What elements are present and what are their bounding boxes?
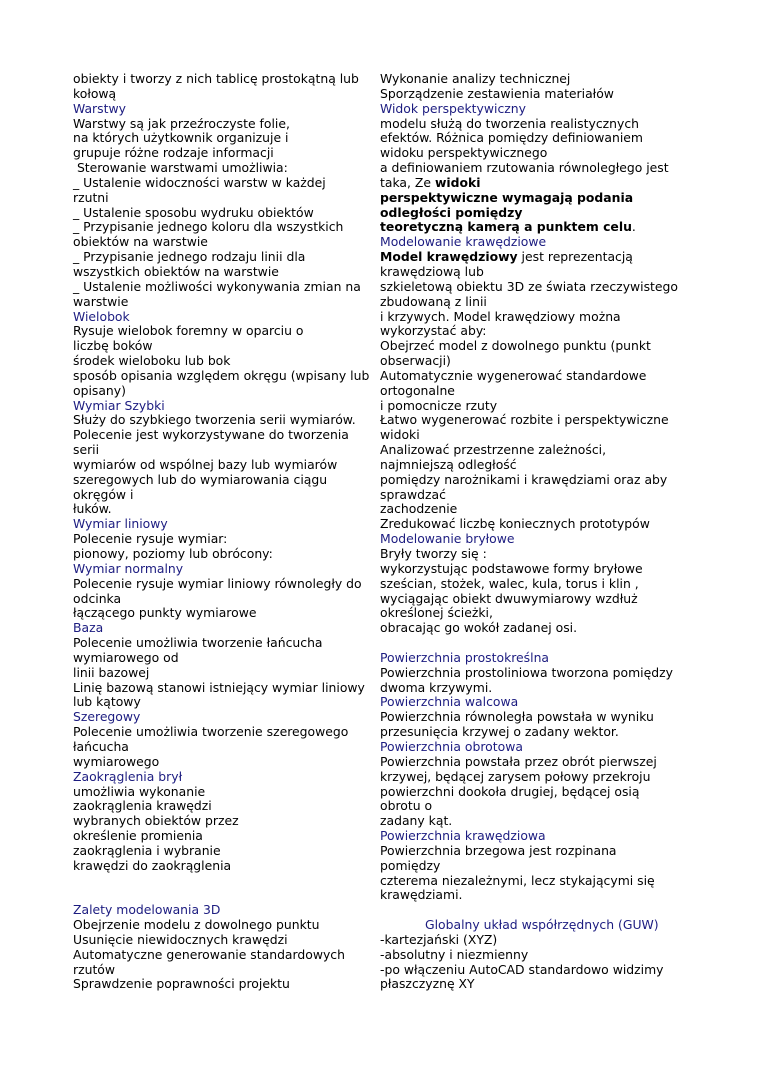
line-text-after: jest reprezentacją	[517, 249, 633, 265]
text-line	[73, 844, 379, 859]
text-line	[73, 547, 379, 562]
text-line	[73, 191, 379, 206]
line-text: widoku perspektywicznego	[380, 145, 548, 161]
line-text: okręgów i	[73, 486, 134, 502]
text-line	[380, 324, 692, 339]
line-text: lub kątowy	[73, 694, 141, 710]
line-text: Automatyczne generowanie standardowych	[73, 946, 345, 962]
line-text: pomiędzy narożnikami i krawędziami oraz aby	[380, 471, 668, 487]
line-text: umożliwia wykonanie	[73, 783, 206, 799]
line-text: ortogonalne	[380, 382, 455, 398]
line-text: powierzchni dookoła drugiej, będącej osią	[380, 783, 640, 799]
line-text: Polecenie jest wykorzystywane do tworzenia	[73, 427, 349, 443]
text-line	[73, 636, 379, 651]
line-text: Modelowanie bryłowe	[380, 531, 515, 547]
line-text: wyciągając obiekt dwuwymiarowy wzdłuż	[380, 590, 638, 606]
line-text: określenie promienia	[73, 828, 203, 844]
line-text: Analizować przestrzenne zależności,	[380, 442, 607, 458]
section-heading-wymiar-normalny	[73, 562, 379, 577]
text-line	[380, 87, 692, 102]
text-line	[380, 265, 692, 280]
line-text: obiektów na warstwie	[73, 234, 208, 250]
line-text: Szeregowy	[73, 709, 141, 725]
text-line	[73, 176, 379, 191]
text-line	[380, 577, 692, 592]
section-heading-wielobok	[73, 310, 379, 325]
blank-line	[380, 636, 692, 651]
line-text: wykorzystując podstawowe formy bryłowe	[380, 560, 643, 576]
line-text: Polecenie rysuje wymiar:	[73, 531, 228, 547]
line-text: sześcian, stożek, walec, kula, torus i klin ,	[380, 575, 639, 591]
text-line	[73, 72, 379, 87]
text-line	[380, 977, 692, 992]
text-line	[380, 888, 692, 903]
section-heading-powierzchnia-krawedziowa	[380, 829, 692, 844]
text-line	[73, 814, 379, 829]
blank-line	[73, 888, 379, 903]
text-line	[73, 488, 379, 503]
text-line	[380, 725, 692, 740]
line-text: dwoma krzywymi.	[380, 679, 493, 695]
line-text: przesunięcia krzywej o zadany wektor.	[380, 724, 619, 740]
text-line	[73, 161, 379, 176]
text-line	[73, 785, 379, 800]
text-line	[73, 131, 379, 146]
section-heading-powierzchnia-obrotowa	[380, 740, 692, 755]
line-text: Sporządzenie zestawienia materiałów	[380, 85, 614, 101]
line-text: Rysuje wielobok foremny w oparciu o	[73, 323, 304, 339]
line-text: krawędziową lub	[380, 263, 484, 279]
text-line	[73, 87, 379, 102]
line-text: efektów. Różnica pomiędzy definiowaniem	[380, 130, 643, 146]
line-text: środek wieloboku lub bok	[73, 353, 231, 369]
text-line	[73, 473, 379, 488]
line-text: szeregowych lub do wymiarowania ciągu	[73, 471, 328, 487]
line-text: Usunięcie niewidocznych krawędzi	[73, 931, 288, 947]
line-text: wymiarowego	[73, 753, 160, 769]
line-text: na których użytkownik organizuje i	[73, 130, 289, 146]
line-text: Warstwy	[73, 100, 126, 116]
line-text: obserwacji)	[380, 353, 451, 369]
line-text: Wymiar liniowy	[73, 516, 168, 532]
section-heading-zaokraglenia-bryl	[73, 770, 379, 785]
line-text: Wykonanie analizy technicznej	[380, 71, 571, 86]
text-line	[73, 933, 379, 948]
text-line	[73, 295, 379, 310]
blank-line	[73, 874, 379, 889]
bold-text: perspektywiczne wymagają podania	[380, 189, 634, 205]
line-text: wykorzystać aby:	[380, 323, 487, 339]
line-text: Zaokrąglenia brył	[73, 768, 183, 784]
text-line	[380, 310, 692, 325]
text-line	[380, 859, 692, 874]
line-text: Linię bazową stanowi istniejący wymiar liniowy	[73, 679, 365, 695]
text-line	[380, 963, 692, 978]
text-line	[380, 755, 692, 770]
line-text: wszystkich obiektów na warstwie	[73, 263, 279, 279]
line-text: płaszczyznę XY	[380, 976, 475, 992]
line-text: rzutów	[73, 961, 116, 977]
line-text: Powierzchnia powstała przez obrót pierwszej	[380, 753, 657, 769]
line-text: Obejrzenie modelu z dowolnego punktu	[73, 917, 320, 933]
line-text: warstwie	[73, 293, 129, 309]
text-line	[380, 295, 692, 310]
left-column	[73, 72, 379, 992]
line-text: kołową	[73, 85, 117, 101]
text-line	[380, 799, 692, 814]
text-line	[380, 354, 692, 369]
text-line	[73, 502, 379, 517]
line-text: wybranych obiektów przez	[73, 813, 239, 829]
text-line	[380, 681, 692, 696]
section-heading-powierzchnia-prostokreslna	[380, 651, 692, 666]
line-text: zaokrąglenia i wybranie	[73, 842, 221, 858]
text-line	[380, 592, 692, 607]
line-text: krzywej, będącej zarysem połowy przekroju	[380, 768, 651, 784]
text-line	[380, 874, 692, 889]
line-text: Powierzchnia obrotowa	[380, 738, 523, 754]
section-heading-modelowanie-brylowe	[380, 532, 692, 547]
text-line	[73, 532, 379, 547]
text-line	[380, 220, 692, 235]
text-line	[380, 933, 692, 948]
line-text: łączącego punkty wymiarowe	[73, 605, 257, 621]
text-line	[380, 562, 692, 577]
text-line	[380, 384, 692, 399]
text-line	[73, 384, 379, 399]
text-line	[73, 799, 379, 814]
text-line	[380, 413, 692, 428]
text-line	[380, 710, 692, 725]
text-line	[73, 829, 379, 844]
section-heading-szeregowy	[73, 710, 379, 725]
line-text: taka, Ze	[380, 174, 435, 190]
blank-line	[380, 903, 692, 918]
text-line	[73, 428, 379, 443]
line-text: krawędzi do zaokrąglenia	[73, 857, 232, 873]
section-heading-globalny-uklad-wspolrzednych-guw	[380, 918, 692, 933]
line-text: Wymiar normalny	[73, 560, 184, 576]
text-line	[73, 354, 379, 369]
section-heading-warstwy	[73, 102, 379, 117]
line-text: Obejrzeć model z dowolnego punktu (punkt	[380, 338, 651, 354]
line-text: krawędziami.	[380, 887, 463, 903]
text-line	[73, 146, 379, 161]
line-text: modelu służą do tworzenia realistycznych	[380, 115, 639, 131]
line-text: szkieletową obiektu 3D ze świata rzeczywistego	[380, 278, 678, 294]
line-text: obiekty i tworzy z nich tablicę prostokątną lub	[73, 71, 359, 86]
text-line	[380, 606, 692, 621]
text-line	[380, 117, 692, 132]
line-text: obracając go wokół zadanej osi.	[380, 620, 578, 636]
line-text: -kartezjański (XYZ)	[380, 931, 498, 947]
line-text: Polecenie umożliwia tworzenie szeregowego	[73, 724, 349, 740]
text-line	[73, 369, 379, 384]
text-line	[380, 814, 692, 829]
line-text: Polecenie umożliwia tworzenie łańcucha	[73, 635, 323, 651]
text-line	[73, 458, 379, 473]
text-line	[380, 339, 692, 354]
text-line	[380, 488, 692, 503]
right-column	[380, 72, 692, 992]
text-line	[73, 725, 379, 740]
text-line	[73, 948, 379, 963]
bold-text: teoretyczną kamerą a punktem celu	[380, 219, 632, 235]
text-line	[73, 206, 379, 221]
line-text: Warstwy są jak przeźroczyste folie,	[73, 115, 290, 131]
line-text: pionowy, poziomy lub obrócony:	[73, 546, 273, 561]
text-line	[73, 651, 379, 666]
text-line	[380, 443, 692, 458]
text-line	[380, 458, 692, 473]
line-text: Powierzchnia prostoliniowa tworzona pomiędzy	[380, 664, 673, 680]
line-text: określonej ścieżki,	[380, 605, 493, 621]
line-text: zachodzenie	[380, 501, 458, 517]
line-text: zadany kąt.	[380, 813, 453, 829]
text-line	[73, 235, 379, 250]
line-text: Zredukować liczbę koniecznych prototypów	[380, 516, 650, 532]
line-text: zbudowaną z linii	[380, 293, 487, 309]
line-text: Polecenie rysuje wymiar liniowy równoległy do	[73, 575, 362, 591]
line-text: opisany)	[73, 382, 126, 398]
line-text: odcinka	[73, 590, 122, 606]
line-text: rzutni	[73, 189, 109, 205]
section-heading-zalety-modelowania-3d	[73, 903, 379, 918]
text-line	[380, 948, 692, 963]
text-line	[380, 369, 692, 384]
text-line	[380, 517, 692, 532]
text-line	[73, 681, 379, 696]
line-text: -absolutny i niezmienny	[380, 946, 529, 962]
line-text: sprawdzać	[380, 486, 446, 502]
line-text: serii	[73, 442, 100, 458]
text-line	[380, 844, 692, 859]
line-text: a definiowaniem rzutowania równoległego jest	[380, 160, 669, 176]
line-text: Powierzchnia krawędziowa	[380, 828, 546, 844]
line-text: Baza	[73, 620, 104, 636]
section-heading-widok-perspektywiczny	[380, 102, 692, 117]
line-text: Sterowanie warstwami umożliwia:	[73, 160, 288, 176]
line-text: Globalny układ współrzędnych (GUW)	[425, 917, 659, 933]
text-line	[73, 606, 379, 621]
bold-text: odległości pomiędzy	[380, 204, 523, 220]
line-text: czterema niezależnymi, lecz stykającymi się	[380, 872, 655, 888]
line-text: grupuje różne rodzaje informacji	[73, 145, 274, 161]
text-line	[73, 413, 379, 428]
text-line	[380, 785, 692, 800]
line-text: pomiędzy	[380, 857, 441, 873]
text-line	[73, 577, 379, 592]
text-line	[380, 250, 692, 265]
line-text: Sprawdzenie poprawności projektu	[73, 976, 290, 992]
line-text: _ Ustalenie widoczności warstw w każdej	[73, 174, 326, 190]
line-text: Powierzchnia prostokreślna	[380, 649, 550, 665]
line-text: linii bazowej	[73, 664, 150, 680]
line-text: -po włączeniu AutoCAD standardowo widzimy	[380, 961, 664, 977]
section-heading-wymiar-liniowy	[73, 517, 379, 532]
line-text-after: .	[631, 219, 636, 235]
line-text: Modelowanie krawędziowe	[380, 234, 547, 250]
text-line	[73, 324, 379, 339]
line-text: Automatycznie wygenerować standardowe	[380, 367, 647, 383]
text-line	[380, 280, 692, 295]
line-text: wymiarowego od	[73, 649, 179, 665]
bold-text: Model krawędziowy	[380, 249, 518, 265]
text-line	[380, 473, 692, 488]
text-line	[73, 666, 379, 681]
text-line	[380, 206, 692, 221]
text-line	[73, 977, 379, 992]
text-line	[73, 740, 379, 755]
text-line	[380, 428, 692, 443]
line-text: łuków.	[73, 501, 112, 517]
text-line	[73, 592, 379, 607]
line-text: widoki	[380, 427, 420, 443]
text-line	[380, 547, 692, 562]
text-line	[380, 72, 692, 87]
line-text: Służy do szybkiego tworzenia serii wymiarów.	[73, 412, 356, 428]
line-text: _ Ustalenie możliwości wykonywania zmian na	[73, 278, 361, 294]
section-heading-wymiar-szybki	[73, 399, 379, 414]
line-text: Powierzchnia walcowa	[380, 694, 519, 710]
text-line	[73, 250, 379, 265]
line-text: Wymiar Szybki	[73, 397, 165, 413]
text-line	[380, 621, 692, 636]
text-line	[380, 131, 692, 146]
line-text: Widok perspektywiczny	[380, 100, 526, 116]
text-line	[73, 859, 379, 874]
text-line	[73, 443, 379, 458]
text-line	[73, 918, 379, 933]
text-line	[73, 265, 379, 280]
line-text: i pomocnicze rzuty	[380, 397, 498, 413]
text-line	[380, 399, 692, 414]
text-line	[73, 695, 379, 710]
text-line	[380, 146, 692, 161]
text-line	[380, 161, 692, 176]
line-text: obrotu o	[380, 798, 433, 814]
line-text: Zalety modelowania 3D	[73, 902, 221, 918]
text-line	[73, 963, 379, 978]
line-text: Powierzchnia równoległa powstała w wyniku	[380, 709, 654, 725]
text-line	[380, 770, 692, 785]
bold-text: widoki	[434, 174, 481, 190]
line-text: wymiarów od wspólnej bazy lub wymiarów	[73, 456, 338, 472]
text-line	[380, 502, 692, 517]
line-text: i krzywych. Model krawędziowy można	[380, 308, 621, 324]
section-heading-baza	[73, 621, 379, 636]
line-text: _ Ustalenie sposobu wydruku obiektów	[73, 204, 314, 220]
text-line	[380, 176, 692, 191]
line-text: najmniejszą odległość	[380, 456, 517, 472]
line-text: łańcucha	[73, 738, 129, 754]
section-heading-powierzchnia-walcowa	[380, 695, 692, 710]
text-line	[73, 220, 379, 235]
text-line	[380, 666, 692, 681]
text-line	[73, 339, 379, 354]
line-text: _ Przypisanie jednego rodzaju linii dla	[73, 249, 306, 265]
line-text: Powierzchnia brzegowa jest rozpinana	[380, 842, 617, 858]
line-text: sposób opisania względem okręgu (wpisany lub	[73, 367, 370, 383]
line-text: _ Przypisanie jednego koloru dla wszystkich	[73, 219, 344, 235]
line-text: zaokrąglenia krawędzi	[73, 798, 212, 814]
text-line	[73, 280, 379, 295]
section-heading-modelowanie-krawedziowe	[380, 235, 692, 250]
line-text: Łatwo wygenerować rozbite i perspektywiczne	[380, 412, 669, 428]
text-line	[73, 755, 379, 770]
text-line	[380, 191, 692, 206]
line-text: Bryły tworzy się :	[380, 546, 487, 561]
line-text: liczbę boków	[73, 338, 153, 354]
text-line	[73, 117, 379, 132]
line-text: Wielobok	[73, 308, 130, 324]
